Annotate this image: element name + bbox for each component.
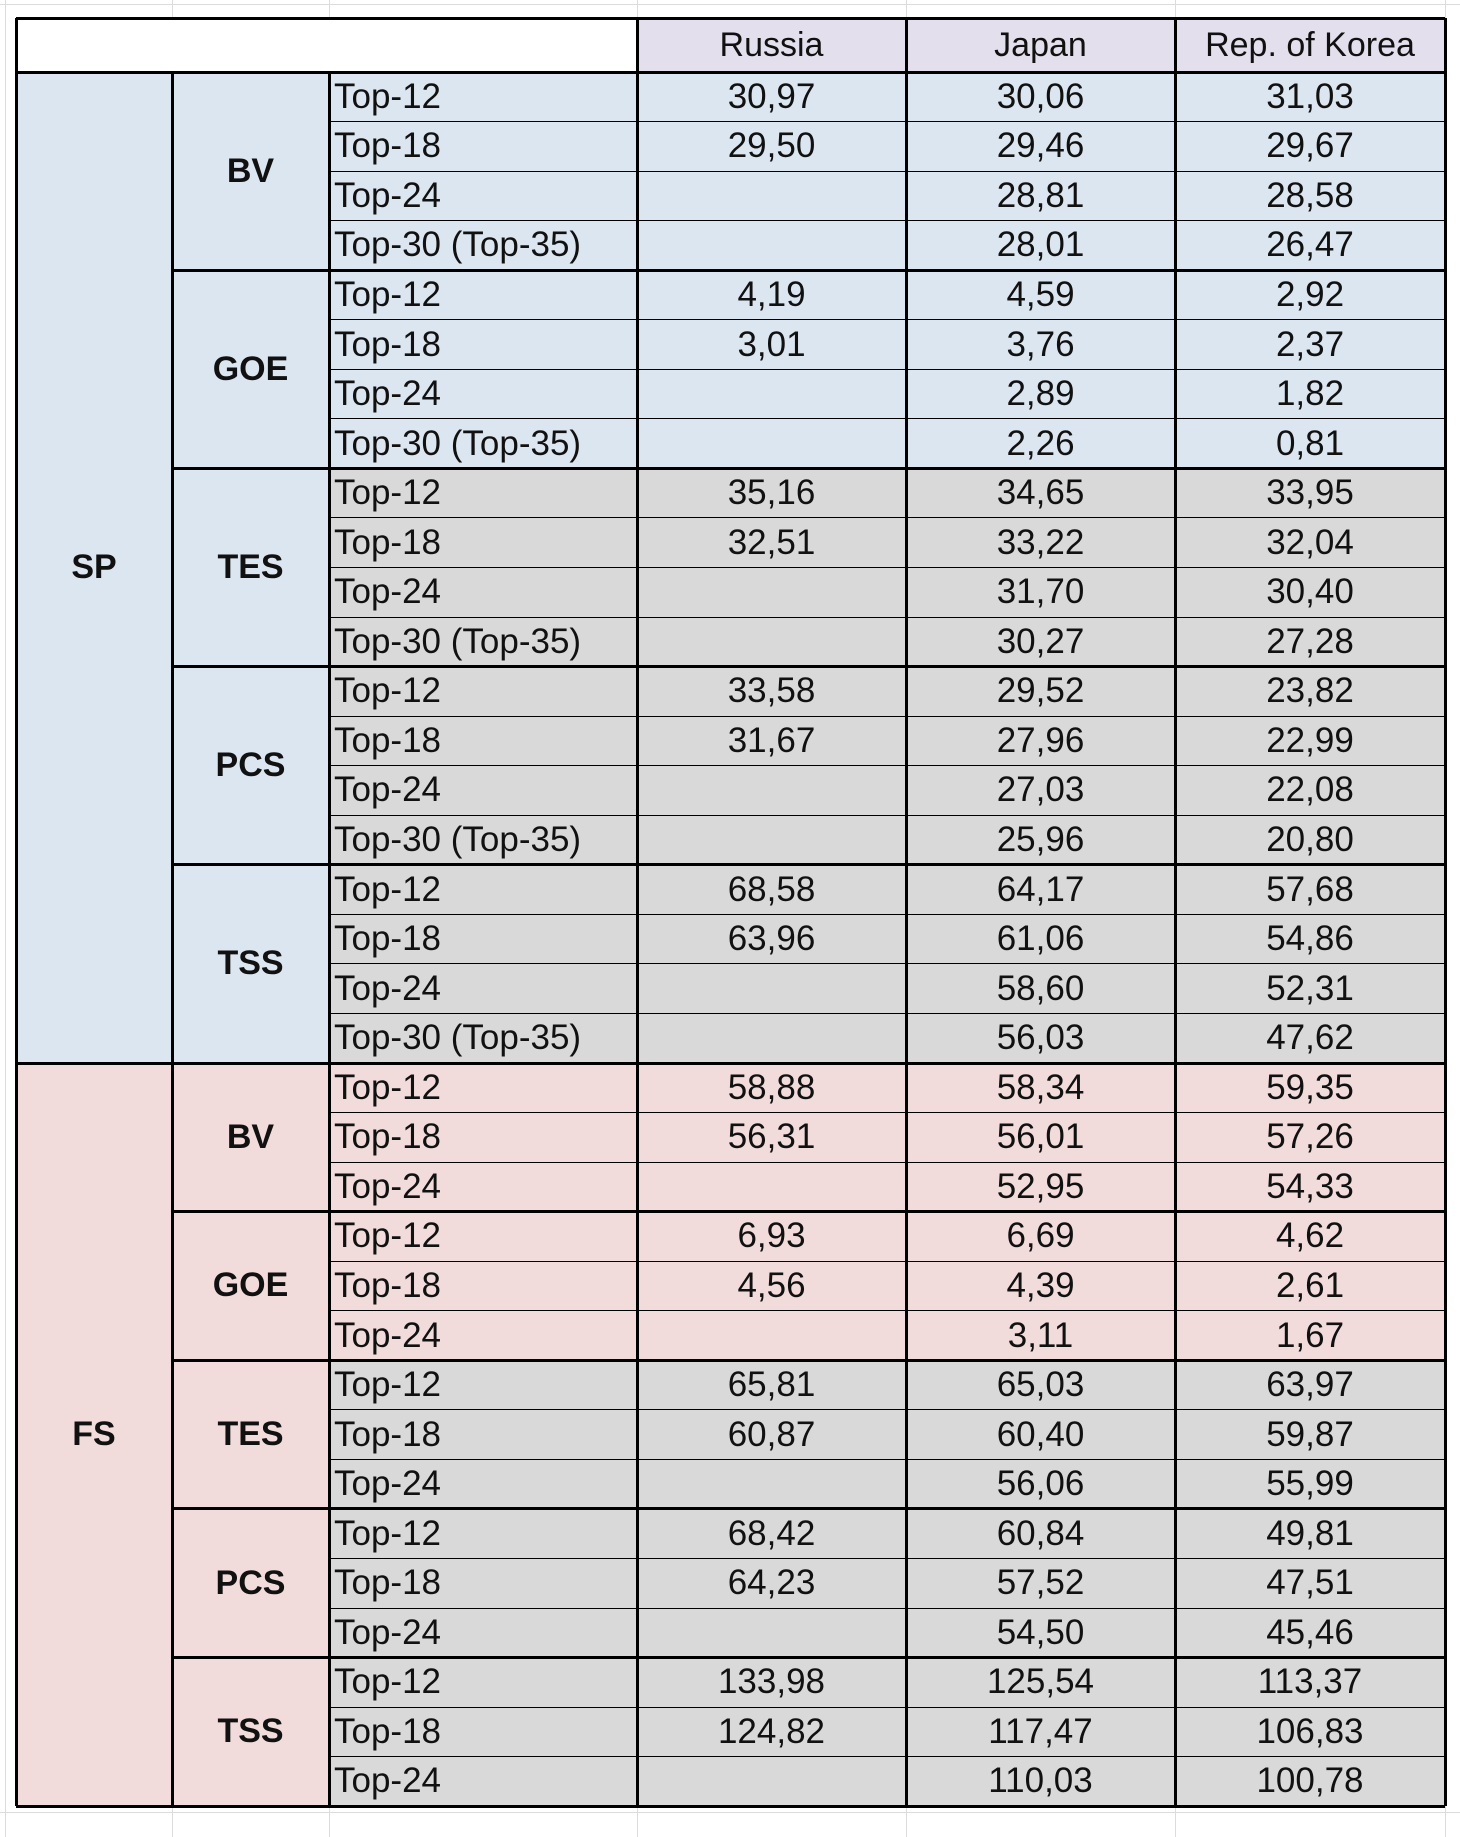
value-cell[interactable]: 61,06 bbox=[906, 914, 1175, 964]
cell-border bbox=[329, 1310, 1445, 1311]
value-cell[interactable]: 28,01 bbox=[906, 221, 1175, 271]
value-cell[interactable]: 32,04 bbox=[1175, 518, 1445, 568]
column-header-1[interactable]: Russia bbox=[637, 18, 906, 72]
value-cell[interactable]: 22,08 bbox=[1175, 766, 1445, 816]
value-cell[interactable]: 58,88 bbox=[637, 1063, 906, 1113]
row-label-cell[interactable]: Top-12 bbox=[329, 1658, 637, 1708]
value-cell[interactable]: 4,62 bbox=[1175, 1212, 1445, 1262]
cell-border bbox=[329, 171, 1445, 172]
value-cell[interactable]: 63,97 bbox=[1175, 1360, 1445, 1410]
value-cell[interactable]: 59,87 bbox=[1175, 1410, 1445, 1460]
cell-border bbox=[329, 567, 1445, 568]
value-cell[interactable]: 1,82 bbox=[1175, 369, 1445, 419]
value-cell[interactable]: 3,76 bbox=[906, 320, 1175, 370]
value-cell[interactable]: 56,03 bbox=[906, 1013, 1175, 1063]
cell-border bbox=[329, 617, 1445, 618]
value-cell[interactable]: 29,52 bbox=[906, 667, 1175, 717]
value-cell[interactable]: 33,22 bbox=[906, 518, 1175, 568]
value-cell[interactable]: 28,81 bbox=[906, 171, 1175, 221]
cell-border bbox=[329, 963, 1445, 964]
value-cell[interactable]: 27,96 bbox=[906, 716, 1175, 766]
value-cell[interactable]: 49,81 bbox=[1175, 1509, 1445, 1559]
cell-border bbox=[329, 319, 1445, 320]
cell-border bbox=[16, 1805, 1445, 1808]
value-cell[interactable]: 68,58 bbox=[637, 865, 906, 915]
value-cell[interactable]: 30,27 bbox=[906, 617, 1175, 667]
value-cell[interactable]: 68,42 bbox=[637, 1509, 906, 1559]
row-label-cell[interactable]: Top-30 (Top-35) bbox=[329, 815, 637, 865]
value-cell[interactable]: 57,68 bbox=[1175, 865, 1445, 915]
value-cell[interactable]: 64,23 bbox=[637, 1559, 906, 1609]
value-cell[interactable]: 60,84 bbox=[906, 1509, 1175, 1559]
row-label-cell[interactable]: Top-18 bbox=[329, 914, 637, 964]
value-cell[interactable]: 29,67 bbox=[1175, 122, 1445, 172]
value-cell[interactable]: 65,03 bbox=[906, 1360, 1175, 1410]
cell-border bbox=[905, 18, 908, 1806]
value-cell[interactable]: 2,61 bbox=[1175, 1261, 1445, 1311]
metric-label-cell[interactable]: GOE bbox=[172, 1212, 329, 1361]
metric-label-cell[interactable]: GOE bbox=[172, 270, 329, 468]
cell-border bbox=[172, 1359, 1445, 1362]
cell-border bbox=[171, 72, 174, 1806]
row-label-cell[interactable]: Top-24 bbox=[329, 766, 637, 816]
value-cell[interactable]: 30,06 bbox=[906, 72, 1175, 122]
value-cell[interactable]: 22,99 bbox=[1175, 716, 1445, 766]
cell-border bbox=[329, 1162, 1445, 1163]
row-label-cell[interactable]: Top-12 bbox=[329, 1509, 637, 1559]
metric-label-cell[interactable]: BV bbox=[172, 72, 329, 270]
value-cell[interactable]: 29,50 bbox=[637, 122, 906, 172]
value-cell[interactable]: 56,06 bbox=[906, 1459, 1175, 1509]
value-cell[interactable]: 124,82 bbox=[637, 1707, 906, 1757]
value-cell[interactable]: 2,92 bbox=[1175, 270, 1445, 320]
value-cell[interactable]: 47,51 bbox=[1175, 1559, 1445, 1609]
cell-border bbox=[16, 17, 1445, 20]
cell-border bbox=[16, 71, 1445, 74]
value-cell[interactable]: 57,52 bbox=[906, 1559, 1175, 1609]
section-label-cell[interactable]: FS bbox=[16, 1063, 172, 1806]
value-cell[interactable] bbox=[637, 815, 906, 865]
value-cell[interactable] bbox=[637, 1162, 906, 1212]
value-cell[interactable] bbox=[637, 617, 906, 667]
cell-border bbox=[328, 72, 331, 1806]
value-cell[interactable]: 27,03 bbox=[906, 766, 1175, 816]
value-cell[interactable]: 34,65 bbox=[906, 468, 1175, 518]
row-label-cell[interactable]: Top-18 bbox=[329, 1113, 637, 1163]
value-cell[interactable]: 54,86 bbox=[1175, 914, 1445, 964]
row-label-cell[interactable]: Top-12 bbox=[329, 1360, 637, 1410]
cell-border bbox=[329, 1558, 1445, 1559]
value-cell[interactable]: 52,95 bbox=[906, 1162, 1175, 1212]
value-cell[interactable]: 56,01 bbox=[906, 1113, 1175, 1163]
row-label-cell[interactable]: Top-30 (Top-35) bbox=[329, 419, 637, 469]
value-cell[interactable]: 113,37 bbox=[1175, 1658, 1445, 1708]
row-label-cell[interactable]: Top-12 bbox=[329, 270, 637, 320]
value-cell[interactable] bbox=[637, 419, 906, 469]
metric-label-cell[interactable]: TES bbox=[172, 1360, 329, 1509]
cell-border bbox=[172, 863, 1445, 866]
row-label-cell[interactable]: Top-24 bbox=[329, 1459, 637, 1509]
value-cell[interactable]: 6,93 bbox=[637, 1212, 906, 1262]
sheet-gridline bbox=[0, 1812, 1460, 1813]
value-cell[interactable]: 33,95 bbox=[1175, 468, 1445, 518]
metric-label-cell[interactable]: PCS bbox=[172, 1509, 329, 1658]
row-label-cell[interactable]: Top-18 bbox=[329, 716, 637, 766]
cell-border bbox=[329, 1013, 1445, 1014]
row-label-cell[interactable]: Top-24 bbox=[329, 171, 637, 221]
value-cell[interactable] bbox=[637, 1013, 906, 1063]
value-cell[interactable]: 29,46 bbox=[906, 122, 1175, 172]
cell-border bbox=[329, 765, 1445, 766]
value-cell[interactable]: 4,19 bbox=[637, 270, 906, 320]
header-blank-cell[interactable] bbox=[16, 18, 637, 72]
value-cell[interactable]: 63,96 bbox=[637, 914, 906, 964]
value-cell[interactable]: 4,56 bbox=[637, 1261, 906, 1311]
cell-border bbox=[329, 914, 1445, 915]
cell-border bbox=[172, 1210, 1445, 1213]
metric-label-cell[interactable]: TSS bbox=[172, 865, 329, 1063]
metric-label-cell[interactable]: TSS bbox=[172, 1658, 329, 1807]
value-cell[interactable] bbox=[637, 221, 906, 271]
cell-border bbox=[172, 269, 1445, 272]
cell-border bbox=[329, 1409, 1445, 1410]
cell-border bbox=[329, 1608, 1445, 1609]
value-cell[interactable] bbox=[637, 766, 906, 816]
value-cell[interactable]: 31,70 bbox=[906, 568, 1175, 618]
row-label-cell[interactable]: Top-18 bbox=[329, 1261, 637, 1311]
value-cell[interactable]: 64,17 bbox=[906, 865, 1175, 915]
section-label-cell[interactable]: SP bbox=[16, 72, 172, 1063]
value-cell[interactable]: 20,80 bbox=[1175, 815, 1445, 865]
value-cell[interactable]: 58,60 bbox=[906, 964, 1175, 1014]
value-cell[interactable]: 31,67 bbox=[637, 716, 906, 766]
row-label-cell[interactable]: Top-12 bbox=[329, 865, 637, 915]
cell-border bbox=[329, 1261, 1445, 1262]
value-cell[interactable]: 65,81 bbox=[637, 1360, 906, 1410]
row-label-cell[interactable]: Top-30 (Top-35) bbox=[329, 617, 637, 667]
value-cell[interactable]: 2,37 bbox=[1175, 320, 1445, 370]
row-label-cell[interactable]: Top-12 bbox=[329, 1212, 637, 1262]
sheet-gridline bbox=[5, 0, 6, 1837]
value-cell[interactable]: 31,03 bbox=[1175, 72, 1445, 122]
row-label-cell[interactable]: Top-30 (Top-35) bbox=[329, 1013, 637, 1063]
value-cell[interactable]: 35,16 bbox=[637, 468, 906, 518]
cell-border bbox=[329, 517, 1445, 518]
cell-border bbox=[172, 1656, 1445, 1659]
metric-label-cell[interactable]: PCS bbox=[172, 667, 329, 865]
column-header-2[interactable]: Japan bbox=[906, 18, 1175, 72]
cell-border bbox=[1444, 18, 1447, 1806]
value-cell[interactable]: 56,31 bbox=[637, 1113, 906, 1163]
value-cell[interactable]: 6,69 bbox=[906, 1212, 1175, 1262]
value-cell[interactable] bbox=[637, 568, 906, 618]
value-cell[interactable] bbox=[637, 1311, 906, 1361]
value-cell[interactable]: 47,62 bbox=[1175, 1013, 1445, 1063]
value-cell[interactable]: 0,81 bbox=[1175, 419, 1445, 469]
value-cell[interactable] bbox=[637, 1608, 906, 1658]
value-cell[interactable]: 27,28 bbox=[1175, 617, 1445, 667]
value-cell[interactable]: 30,97 bbox=[637, 72, 906, 122]
cell-border bbox=[329, 220, 1445, 221]
sheet-gridline bbox=[0, 4, 1460, 5]
value-cell[interactable]: 32,51 bbox=[637, 518, 906, 568]
value-cell[interactable]: 117,47 bbox=[906, 1707, 1175, 1757]
value-cell[interactable] bbox=[637, 171, 906, 221]
row-label-cell[interactable]: Top-24 bbox=[329, 1162, 637, 1212]
cell-border bbox=[329, 716, 1445, 717]
cell-border bbox=[329, 1459, 1445, 1460]
value-cell[interactable]: 25,96 bbox=[906, 815, 1175, 865]
value-cell[interactable]: 2,26 bbox=[906, 419, 1175, 469]
row-label-cell[interactable]: Top-12 bbox=[329, 1063, 637, 1113]
cell-border bbox=[172, 467, 1445, 470]
value-cell[interactable]: 54,50 bbox=[906, 1608, 1175, 1658]
value-cell[interactable]: 3,11 bbox=[906, 1311, 1175, 1361]
value-cell[interactable]: 30,40 bbox=[1175, 568, 1445, 618]
value-cell[interactable]: 57,26 bbox=[1175, 1113, 1445, 1163]
row-label-cell[interactable]: Top-30 (Top-35) bbox=[329, 221, 637, 271]
row-label-cell[interactable]: Top-24 bbox=[329, 1311, 637, 1361]
value-cell[interactable]: 28,58 bbox=[1175, 171, 1445, 221]
cell-border bbox=[329, 121, 1445, 122]
cell-border bbox=[172, 1507, 1445, 1510]
value-cell[interactable]: 110,03 bbox=[906, 1757, 1175, 1807]
value-cell[interactable]: 55,99 bbox=[1175, 1459, 1445, 1509]
row-label-cell[interactable]: Top-12 bbox=[329, 72, 637, 122]
value-cell[interactable]: 4,59 bbox=[906, 270, 1175, 320]
value-cell[interactable]: 133,98 bbox=[637, 1658, 906, 1708]
row-label-cell[interactable]: Top-18 bbox=[329, 1410, 637, 1460]
row-label-cell[interactable]: Top-18 bbox=[329, 1559, 637, 1609]
row-label-cell[interactable]: Top-24 bbox=[329, 1757, 637, 1807]
cell-border bbox=[329, 418, 1445, 419]
value-cell[interactable]: 3,01 bbox=[637, 320, 906, 370]
value-cell[interactable] bbox=[637, 1459, 906, 1509]
value-cell[interactable] bbox=[637, 964, 906, 1014]
row-label-cell[interactable]: Top-24 bbox=[329, 568, 637, 618]
value-cell[interactable]: 33,58 bbox=[637, 667, 906, 717]
value-cell[interactable]: 2,89 bbox=[906, 369, 1175, 419]
row-label-cell[interactable]: Top-18 bbox=[329, 518, 637, 568]
cell-border bbox=[329, 815, 1445, 816]
value-cell[interactable]: 60,40 bbox=[906, 1410, 1175, 1460]
row-label-cell[interactable]: Top-24 bbox=[329, 964, 637, 1014]
row-label-cell[interactable]: Top-18 bbox=[329, 320, 637, 370]
cell-border bbox=[329, 369, 1445, 370]
cell-border bbox=[636, 18, 639, 1806]
cell-border bbox=[329, 1756, 1445, 1757]
value-cell[interactable]: 52,31 bbox=[1175, 964, 1445, 1014]
value-cell[interactable]: 125,54 bbox=[906, 1658, 1175, 1708]
cell-border bbox=[16, 1062, 1445, 1065]
row-label-cell[interactable]: Top-18 bbox=[329, 122, 637, 172]
value-cell[interactable]: 59,35 bbox=[1175, 1063, 1445, 1113]
value-cell[interactable] bbox=[637, 369, 906, 419]
cell-border bbox=[1174, 18, 1177, 1806]
value-cell[interactable] bbox=[637, 1757, 906, 1807]
row-label-cell[interactable]: Top-12 bbox=[329, 468, 637, 518]
value-cell[interactable]: 23,82 bbox=[1175, 667, 1445, 717]
metric-label-cell[interactable]: BV bbox=[172, 1063, 329, 1212]
row-label-cell[interactable]: Top-24 bbox=[329, 369, 637, 419]
value-cell[interactable]: 45,46 bbox=[1175, 1608, 1445, 1658]
metric-label-cell[interactable]: TES bbox=[172, 468, 329, 666]
value-cell[interactable]: 60,87 bbox=[637, 1410, 906, 1460]
value-cell[interactable]: 106,83 bbox=[1175, 1707, 1445, 1757]
column-header-3[interactable]: Rep. of Korea bbox=[1175, 18, 1445, 72]
cell-border bbox=[172, 665, 1445, 668]
value-cell[interactable]: 54,33 bbox=[1175, 1162, 1445, 1212]
row-label-cell[interactable]: Top-18 bbox=[329, 1707, 637, 1757]
value-cell[interactable]: 1,67 bbox=[1175, 1311, 1445, 1361]
cell-border bbox=[329, 1112, 1445, 1113]
value-cell[interactable]: 4,39 bbox=[906, 1261, 1175, 1311]
cell-border bbox=[329, 1707, 1445, 1708]
value-cell[interactable]: 26,47 bbox=[1175, 221, 1445, 271]
row-label-cell[interactable]: Top-24 bbox=[329, 1608, 637, 1658]
value-cell[interactable]: 100,78 bbox=[1175, 1757, 1445, 1807]
value-cell[interactable]: 58,34 bbox=[906, 1063, 1175, 1113]
cell-border bbox=[15, 18, 18, 1806]
row-label-cell[interactable]: Top-12 bbox=[329, 667, 637, 717]
